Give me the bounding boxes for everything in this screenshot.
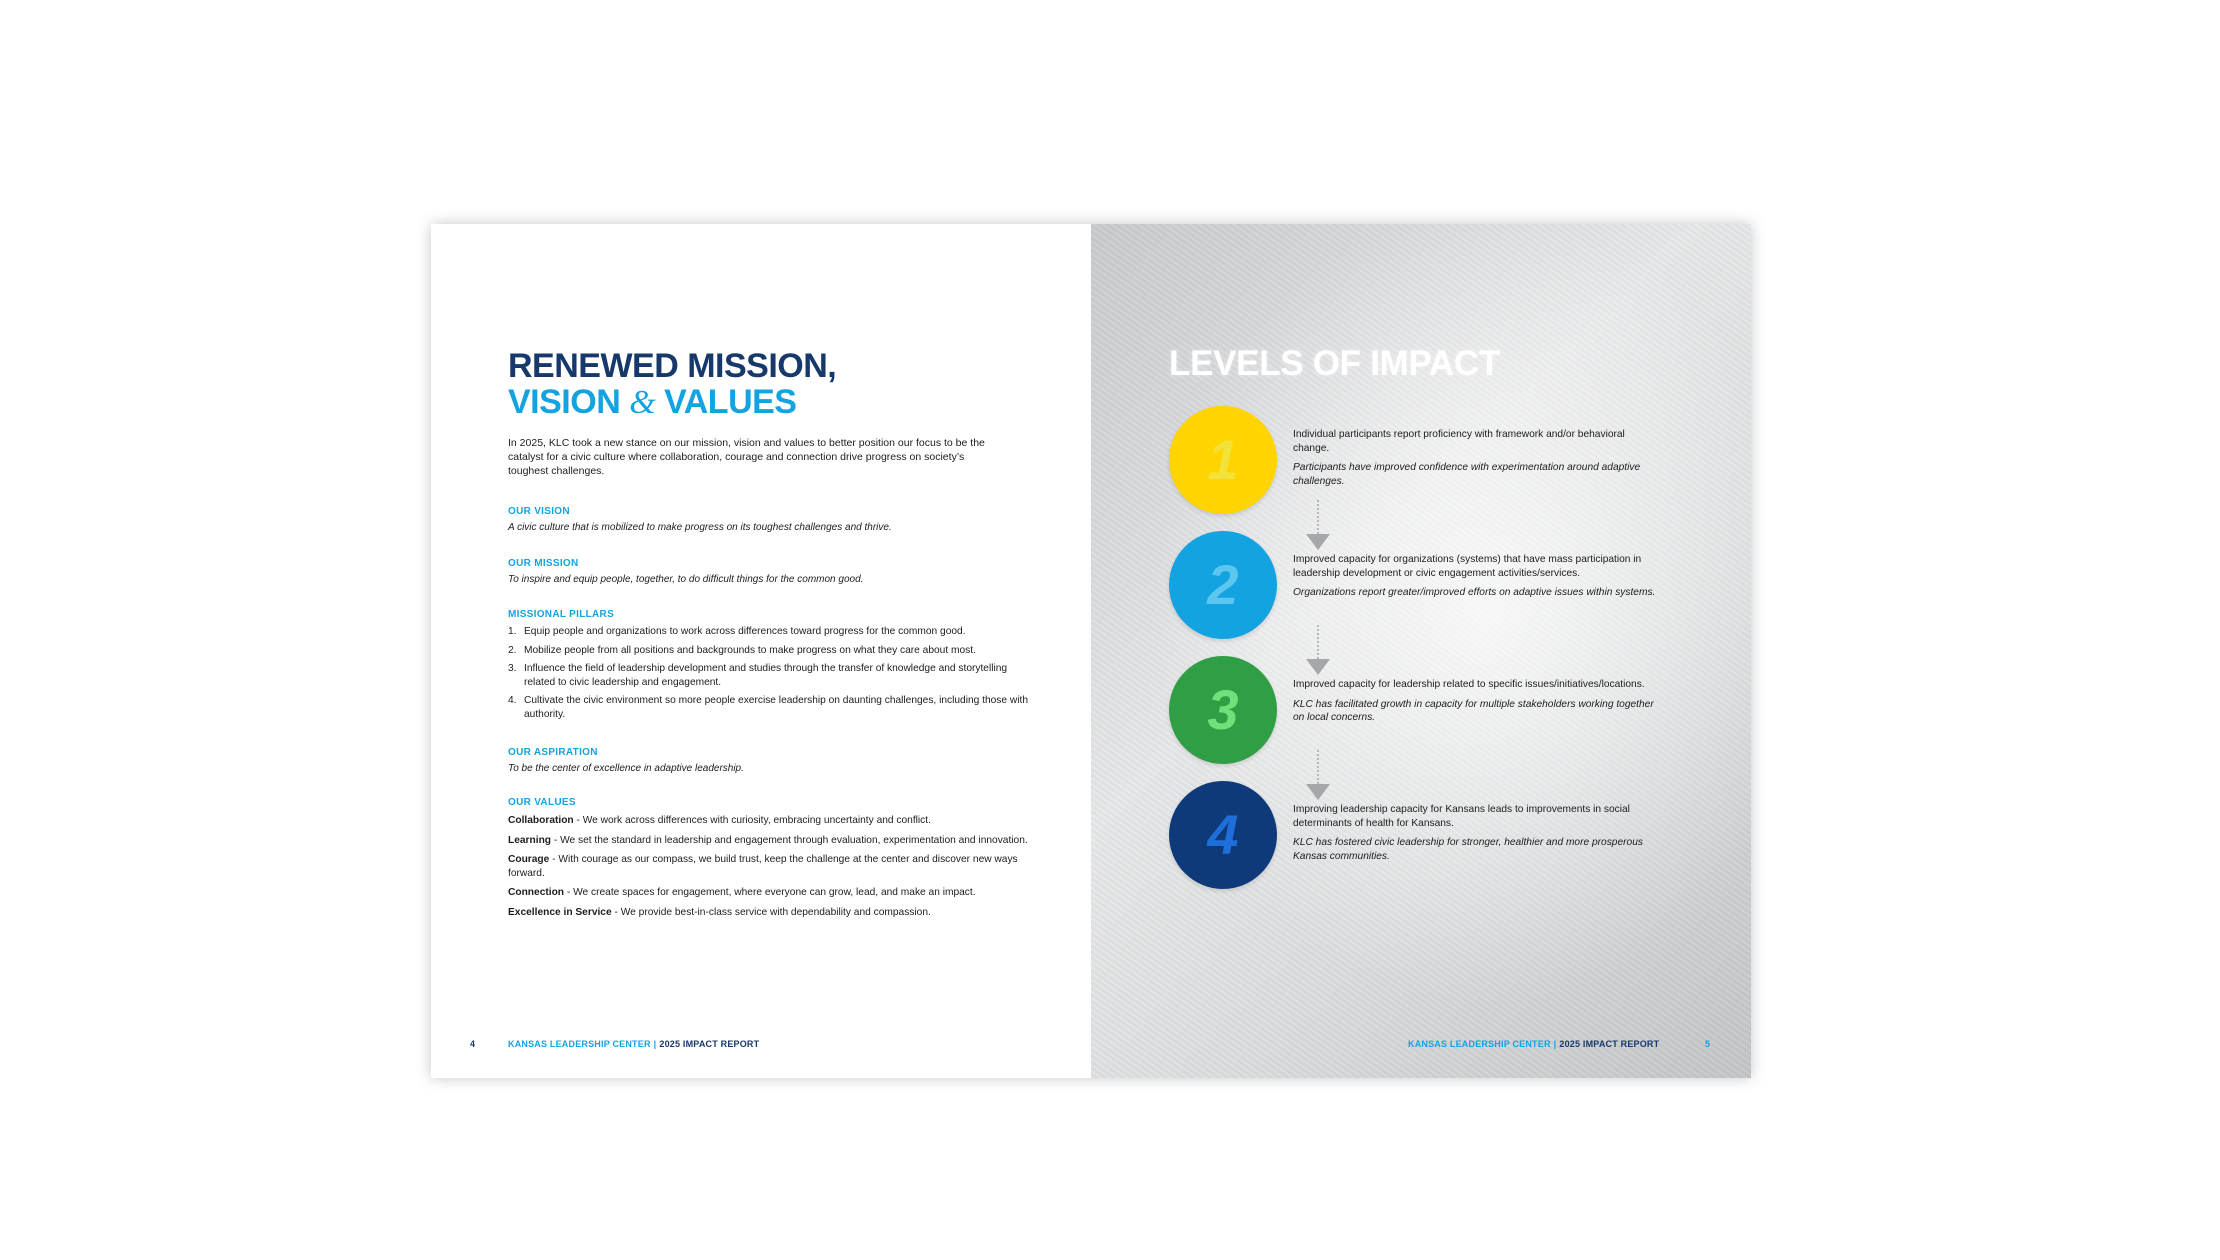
value-name: Learning (508, 834, 552, 846)
value-name: Excellence in Service (508, 906, 612, 918)
level-text (1293, 678, 1663, 725)
title-ampersand: & (629, 384, 656, 421)
footer-separator: | (653, 1039, 657, 1049)
pillar-text: Mobilize people from all positions and backgrounds to make progress on what they care about most. (524, 644, 976, 656)
pillar-text: Cultivate the civic environment so more people exercise leadership on daunting challenges, including those with authority. (524, 695, 1029, 720)
values-list (508, 814, 1028, 925)
report-spread (431, 224, 1751, 1078)
page-number: 4 (470, 1039, 476, 1049)
page-footer (1408, 1039, 1659, 1049)
value-name: Courage (508, 854, 550, 865)
level-description: Improving leadership capacity for Kansans leads to improvements in social determinants of health for Kansans. (1293, 804, 1630, 829)
pillars-list (508, 625, 1028, 726)
level-circle (1169, 656, 1277, 764)
footer-separator: | (1553, 1039, 1557, 1049)
pillar-text: Equip people and organizations to work across differences toward progress for the common good. (524, 626, 966, 637)
value-text: - With courage as our compass, we build trust, keep the challenge at the center and discover new ways forward. (508, 854, 1018, 879)
level-result: KLC has fostered civic leadership for stronger, healthier and more prosperous Kansas communities. (1293, 837, 1643, 862)
value-text: - We set the standard in leadership and engagement through evaluation, experimentation and innovation. (551, 834, 1028, 846)
list-item (508, 662, 1028, 689)
right-page (1091, 224, 1751, 1078)
list-item (508, 644, 1028, 658)
vision-text: A civic culture that is mobilized to make progress on its toughest challenges and thrive. (508, 522, 892, 533)
intro-paragraph: In 2025, KLC took a new stance on our mission, vision and values to better position our focus to be the catalyst for a civic culture where collaboration, courage and connection drive progress on society’s toughest challenges. (508, 437, 985, 477)
impact-level-4 (1091, 781, 1751, 891)
level-description: Improved capacity for leadership related to specific issues/initiatives/locations. (1293, 679, 1645, 690)
footer-org: KANSAS LEADERSHIP CENTER (508, 1039, 651, 1049)
impact-level-2 (1091, 531, 1751, 641)
value-text: - We create spaces for engagement, where everyone can grow, lead, and make an impact. (564, 887, 976, 898)
level-result: Participants have improved confidence with experimentation around adaptive challenges. (1293, 462, 1641, 487)
level-number: 3 (1207, 678, 1239, 741)
pillar-text: Influence the field of leadership development and studies through the transfer of knowledge and storytelling related to civic leadership and engagement. (524, 663, 1008, 688)
pillar-number: 2. (508, 644, 517, 656)
level-number: 4 (1207, 803, 1239, 866)
level-circle (1169, 781, 1277, 889)
level-circle (1169, 531, 1277, 639)
level-text (1293, 553, 1663, 600)
page-footer (508, 1039, 759, 1049)
pillar-number: 1. (508, 626, 517, 637)
left-page (431, 224, 1091, 1078)
values-heading: OUR VALUES (508, 797, 576, 808)
pillars-heading: MISSIONAL PILLARS (508, 609, 615, 620)
title-line-2 (508, 384, 836, 421)
level-number: 1 (1207, 428, 1239, 491)
level-circle (1169, 406, 1277, 514)
impact-level-3 (1091, 656, 1751, 766)
level-result: Organizations report greater/improved efforts on adaptive issues within systems. (1293, 587, 1656, 598)
page-title (508, 348, 836, 421)
list-item (508, 694, 1028, 721)
pillar-number: 3. (508, 663, 517, 674)
value-text: - We work across differences with curiosity, embracing uncertainty and conflict. (573, 815, 931, 826)
list-item (508, 886, 1028, 900)
level-description: Improved capacity for organizations (systems) that have mass participation in leadership development or civic engagement activities/services. (1293, 554, 1642, 579)
vision-heading: OUR VISION (508, 506, 570, 517)
footer-report: 2025 IMPACT REPORT (1559, 1039, 1660, 1049)
list-item (508, 625, 1028, 639)
list-item (508, 834, 1028, 848)
footer-org: KANSAS LEADERSHIP CENTER (1408, 1039, 1551, 1049)
list-item (508, 814, 1028, 828)
value-text: - We provide best-in-class service with dependability and compassion. (611, 906, 931, 918)
levels-title: LEVELS OF IMPACT (1169, 344, 1500, 383)
page-number: 5 (1705, 1039, 1711, 1049)
level-result: KLC has facilitated growth in capacity for multiple stakeholders working together on local concerns. (1293, 698, 1654, 723)
mission-heading: OUR MISSION (508, 558, 579, 569)
impact-level-1 (1091, 406, 1751, 516)
level-description: Individual participants report proficiency with framework and/or behavioral change. (1293, 429, 1625, 454)
title-line-1: RENEWED MISSION, (508, 347, 837, 385)
level-text (1293, 803, 1663, 863)
level-number: 2 (1207, 553, 1239, 616)
footer-report: 2025 IMPACT REPORT (659, 1039, 760, 1049)
level-text (1293, 428, 1663, 488)
pillar-number: 4. (508, 695, 517, 706)
list-item (508, 906, 1028, 920)
value-name: Collaboration (508, 815, 574, 826)
title-values: VALUES (655, 383, 797, 421)
mission-text: To inspire and equip people, together, to do difficult things for the common good. (508, 574, 864, 585)
value-name: Connection (508, 887, 565, 898)
list-item (508, 853, 1028, 880)
title-vision: VISION (508, 383, 630, 421)
aspiration-text: To be the center of excellence in adaptive leadership. (508, 763, 744, 774)
aspiration-heading: OUR ASPIRATION (508, 747, 598, 758)
